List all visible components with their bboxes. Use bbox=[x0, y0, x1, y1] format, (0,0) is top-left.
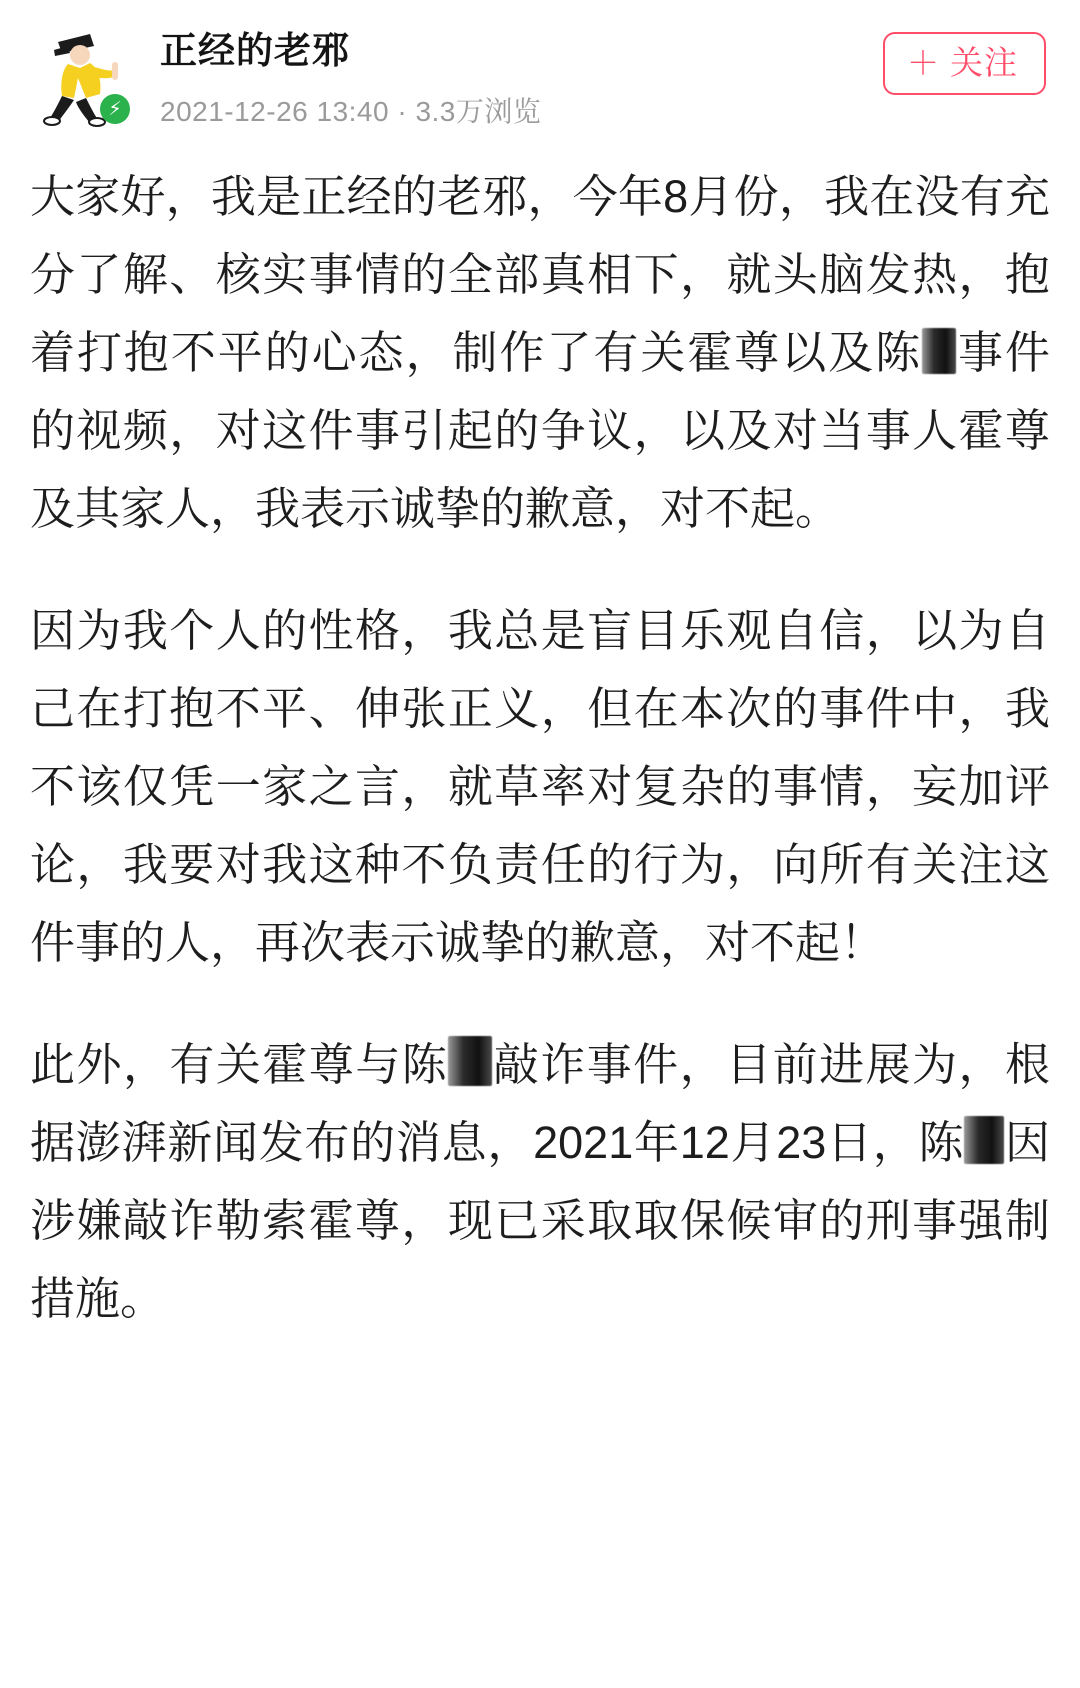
paragraph-1-text-a: 大家好，我是正经的老邪，今年8月份，我在没有充分了解、核实事情的全部真相下，就头脑发热，抱着打抱不平的心态，制作了有关霍尊以及陈 bbox=[30, 171, 1050, 378]
avatar[interactable] bbox=[28, 22, 136, 130]
lightning-badge-icon: ⚡ bbox=[100, 94, 130, 124]
plus-icon: ＋ bbox=[906, 44, 940, 81]
paragraph-3 bbox=[30, 1026, 1050, 1338]
paragraph-1 bbox=[30, 158, 1050, 548]
paragraph-3-text-c: 因涉嫌敲诈勒索霍尊，现已采取取保候审的刑事强制措施。 bbox=[30, 1117, 1050, 1324]
post-header bbox=[0, 0, 1080, 150]
redacted-name-mask bbox=[964, 1116, 1004, 1164]
redacted-name-mask bbox=[448, 1036, 492, 1086]
follow-button[interactable] bbox=[883, 32, 1046, 95]
paragraph-2: 因为我个人的性格，我总是盲目乐观自信，以为自己在打抱不平、伸张正义，但在本次的事件中，我不该仅凭一家之言，就草率对复杂的事情，妄加评论，我要对我这种不负责任的行为，向所有关注这件事的人，再次表示诚挚的歉意，对不起！ bbox=[30, 605, 1050, 968]
post-timestamp-views: 2021-12-26 13:40 · 3.3万浏览 bbox=[160, 96, 542, 128]
post-body bbox=[0, 150, 1080, 1338]
redacted-name-mask bbox=[922, 328, 956, 374]
paragraph-1-text-b: 事件的视频，对这件事引起的争议，以及对当事人霍尊及其家人，我表示诚挚的歉意，对不起。 bbox=[30, 327, 1050, 534]
author-name[interactable]: 正经的老邪 bbox=[160, 30, 350, 71]
follow-button-label: 关注 bbox=[950, 44, 1018, 81]
paragraph-3-text-b: 敲诈事件，目前进展为，根据澎湃新闻发布的消息，2021年12月23日，陈 bbox=[30, 1039, 1050, 1168]
author-meta bbox=[136, 22, 883, 130]
paragraph-3-text-a: 此外，有关霍尊与陈 bbox=[30, 1039, 449, 1090]
